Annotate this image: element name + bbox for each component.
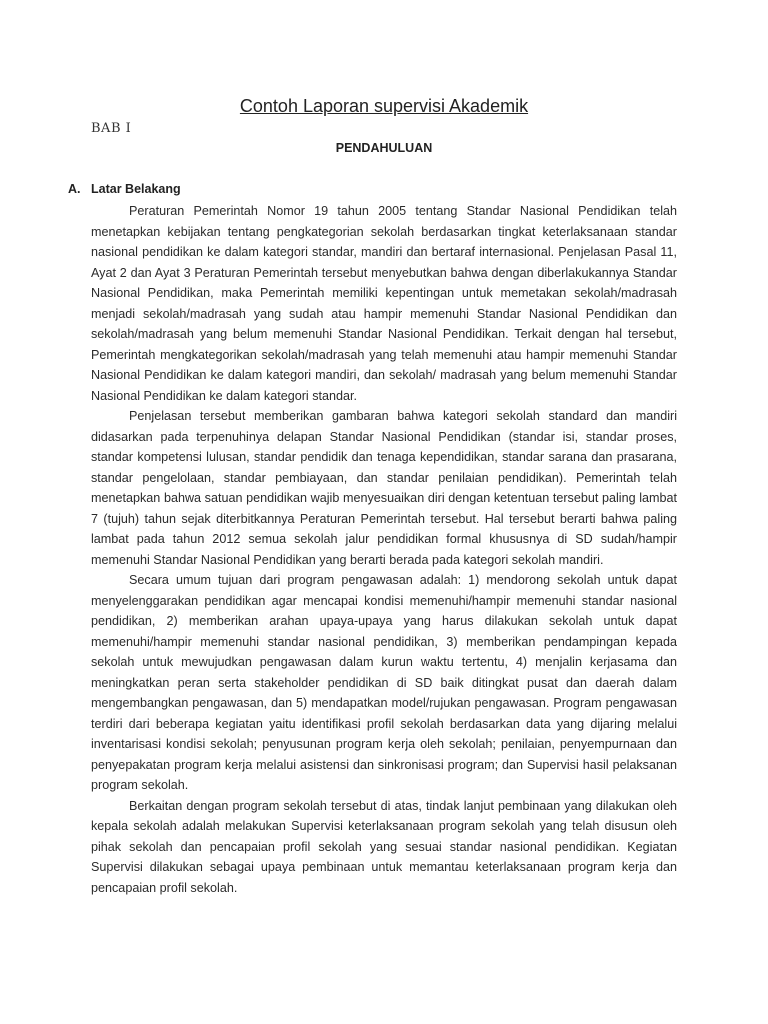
paragraph: Peraturan Pemerintah Nomor 19 tahun 2005 tentang Standar Nasional Pendidikan telah menetapkan kebijakan tentang pengkategorian sekolah berdasarkan tingkat keterlaksanaan standar nasional pendidikan ke dalam kategori standar, mandiri dan bertaraf internasional. Penjelasan Pasal 11, Ayat 2 dan Ayat 3 Peraturan Pemerintah tersebut menyebutkan bahwa dengan diberlakukannya Standar Nasional Pendidikan, maka Pemerintah memiliki kepentingan untuk memetakan sekolah/madrasah menjadi sekolah/madrasah yang sudah atau hampir memenuhi Standar Nasional Pendidikan dan sekolah/madrasah yang belum memenuhi Standar Nasional Pendidikan. Terkait dengan hal tersebut, Pemerintah mengkategorikan sekolah/madrasah yang telah memenuhi atau hampir memenuhi Standar Nasional Pendidikan ke dalam kategori mandiri, dan sekolah/ madrasah yang belum memenuhi Standar Nasional Pendidikan ke dalam kategori standar. <box>91 204 677 403</box>
section-heading <box>68 182 181 196</box>
section-number: A. <box>68 182 81 196</box>
paragraph: Secara umum tujuan dari program pengawasan adalah: 1) mendorong sekolah untuk dapat menyelenggarakan pendidikan agar mencapai kondisi memenuhi/hampir memenuhi standar nasional pendidikan, 2) memberikan arahan upaya-upaya yang harus dilakukan sekolah untuk dapat memenuhi/hampir memenuhi standar nasional pendidikan, 3) memberikan pendampingan kepada sekolah untuk mewujudkan pengawasan dalam kurun waktu tertentu, 4) menjalin kerjasama dan meningkatkan peran serta stakeholder pendidikan di SD baik ditingkat pusat dan daerah dalam mengembangkan pengawasan, dan 5) mendapatkan model/rujukan pengawasan. Program pengawasan terdiri dari beberapa kegiatan yaitu identifikasi profil sekolah berdasarkan data yang dijaring melalui inventarisasi kondisi sekolah; penyusunan program kerja oleh sekolah; penilaian, penyempurnaan dan penyepakatan program kerja melalui asistensi dan sinkronisasi program; dan Supervisi hasil pelaksanan program sekolah. <box>91 573 677 792</box>
body-text <box>91 201 677 898</box>
chapter-label: BAB I <box>91 121 132 136</box>
paragraph: Berkaitan dengan program sekolah tersebut di atas, tindak lanjut pembinaan yang dilakukan oleh kepala sekolah adalah melakukan Supervisi keterlaksanaan program sekolah yang telah disusun oleh pihak sekolah dan pencapaian profil sekolah yang sesuai standar nasional pendidikan. Kegiatan Supervisi dilakukan sebagai upaya pembinaan untuk memantau keterlaksanaan program kerja dan pencapaian profil sekolah. <box>91 798 677 895</box>
paragraph: Penjelasan tersebut memberikan gambaran bahwa kategori sekolah standard dan mandiri didasarkan pada terpenuhinya delapan Standar Nasional Pendidikan (standar isi, standar proses, standar kompetensi lulusan, standar pendidik dan tenaga kependidikan, standar sarana dan prasarana, standar pengelolaan, standar pembiayaan, dan standar penilaian pendidikan). Pemerintah telah menetapkan bahwa satuan pendidikan wajib menyesuaikan diri dengan ketentuan tersebut paling lambat 7 (tujuh) tahun sejak diterbitkannya Peraturan Pemerintah tersebut. Hal tersebut berarti bahwa paling lambat pada tahun 2012 semua sekolah jalur pendidikan formal khususnya di SD sudah/hampir memenuhi Standar Nasional Pendidikan yang berarti berada pada kategori sekolah mandiri. <box>91 409 677 567</box>
section-heading-text: Latar Belakang <box>91 182 181 196</box>
chapter-title: PENDAHULUAN <box>335 141 433 155</box>
document-title: Contoh Laporan supervisi Akademik <box>239 96 529 116</box>
